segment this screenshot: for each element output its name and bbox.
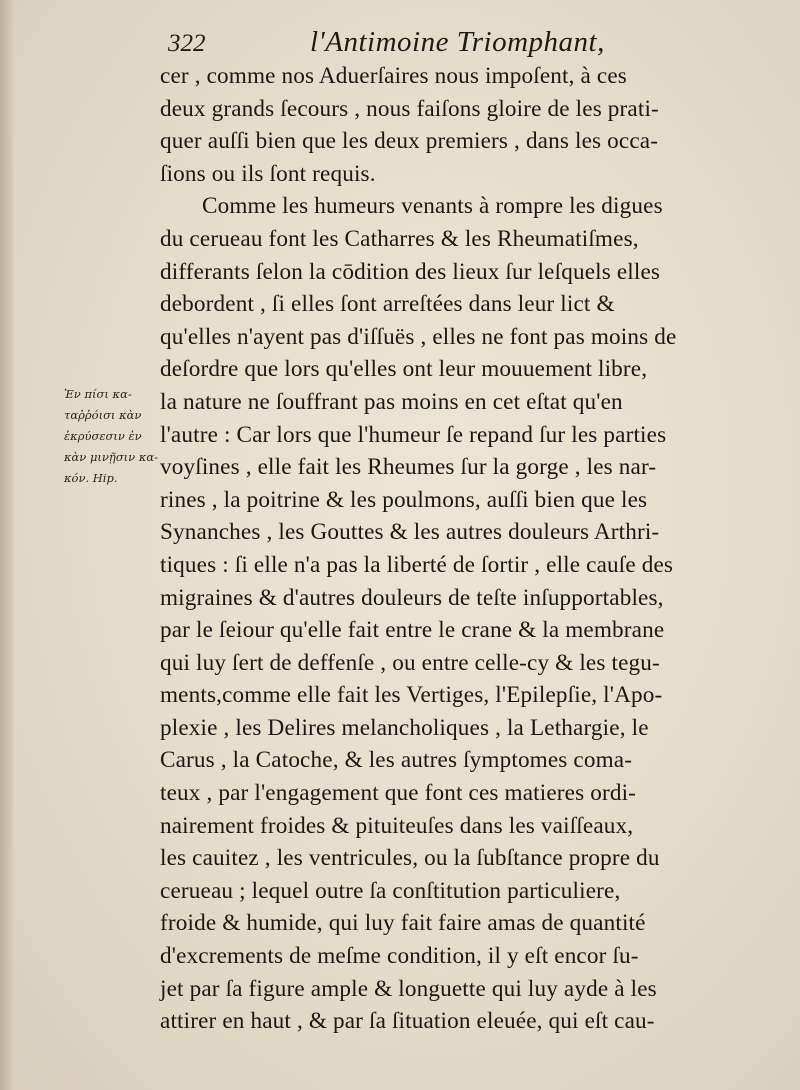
text-line: d'excrements de meſme condition, il y eſt encor ſu- (160, 943, 639, 970)
text-line: tiques : ſi elle n'a pas la liberté de ſortir , elle cauſe des (160, 551, 674, 578)
body-text (160, 60, 790, 1038)
text-line: deux grands ſecours , nous faiſons gloire de les prati- (160, 95, 659, 122)
marginal-note-line: ἐκρύσεσιν ἐν (64, 429, 142, 443)
text-line: migraines & d'autres douleurs de teſte inſupportables, (160, 584, 664, 611)
text-line: ſions ou ils ſont requis. (160, 160, 376, 187)
text-line: debordent , ſi elles ſont arreſtées dans leur lict & (160, 291, 615, 318)
marginal-note (64, 384, 164, 489)
text-line: teux , par l'engagement que font ces matieres ordi- (160, 780, 637, 807)
text-line: Synanches , les Gouttes & les autres douleurs Arthri- (160, 519, 660, 546)
text-line: plexie , les Delires melancholiques , la Lethargie, le (160, 714, 649, 741)
text-line: froide & humide, qui luy fait faire amas de quantité (160, 910, 646, 937)
text-line: voyſines , elle fait les Rheumes ſur la gorge , les nar- (160, 454, 657, 481)
marginal-note-line: ταῤῥόισι κὰν (64, 408, 142, 422)
text-line: rines , la poitrine & les poulmons, auſſi bien que les (160, 486, 648, 513)
text-line: qui luy ſert de deffenſe , ou entre celle-cy & les tegu- (160, 649, 660, 676)
text-line: l'autre : Car lors que l'humeur ſe repand ſur les parties (160, 421, 667, 448)
text-line: cer , comme nos Aduerſaires nous impoſent, à ces (160, 63, 627, 89)
text-line: la nature ne ſouffrant pas moins en cet eſtat qu'en (160, 388, 623, 415)
paragraph-start-line: Comme les humeurs venants à rompre les digues (202, 193, 663, 220)
marginal-note-line: κόν. Hip. (64, 471, 118, 485)
text-line: quer auſſi bien que les deux premiers , dans les occa- (160, 128, 659, 155)
text-line: cerueau ; lequel outre ſa conſtitution particuliere, (160, 877, 621, 904)
text-line: deſordre que lors qu'elles ont leur mouuement libre, (160, 356, 648, 383)
text-line: les cauitez , les ventricules, ou la ſubſtance propre du (160, 845, 660, 872)
text-line: Carus , la Catoche, & les autres ſymptomes coma- (160, 747, 633, 774)
page-number: 322 (168, 30, 206, 57)
text-line: attirer en haut , & par ſa ſituation eleuée, qui eſt cau- (160, 1008, 655, 1035)
text-line: du cerueau font les Catharres & les Rheumatiſmes, (160, 225, 639, 252)
text-line: nairement froides & pituiteuſes dans les vaiſſeaux, (160, 812, 634, 839)
text-line: differants ſelon la cōdition des lieux ſur leſquels elles (160, 258, 661, 285)
text-line: jet par ſa figure ample & longuette qui luy ayde à les (160, 975, 657, 1002)
marginal-note-line: Ἐν πίσι κα- (64, 387, 132, 401)
text-line: qu'elles n'ayent pas d'iſſuës , elles ne font pas moins de (160, 323, 677, 350)
page-gutter-shadow (0, 0, 14, 1090)
text-line: ments,comme elle fait les Vertiges, l'Epilepſie, l'Apo- (160, 682, 663, 709)
text-line: par le ſeiour qu'elle fait entre le crane & la membrane (160, 617, 665, 644)
running-title: l'Antimoine Triomphant, (310, 26, 605, 58)
marginal-note-line: κὰν μινῇσιν κα- (64, 450, 159, 464)
